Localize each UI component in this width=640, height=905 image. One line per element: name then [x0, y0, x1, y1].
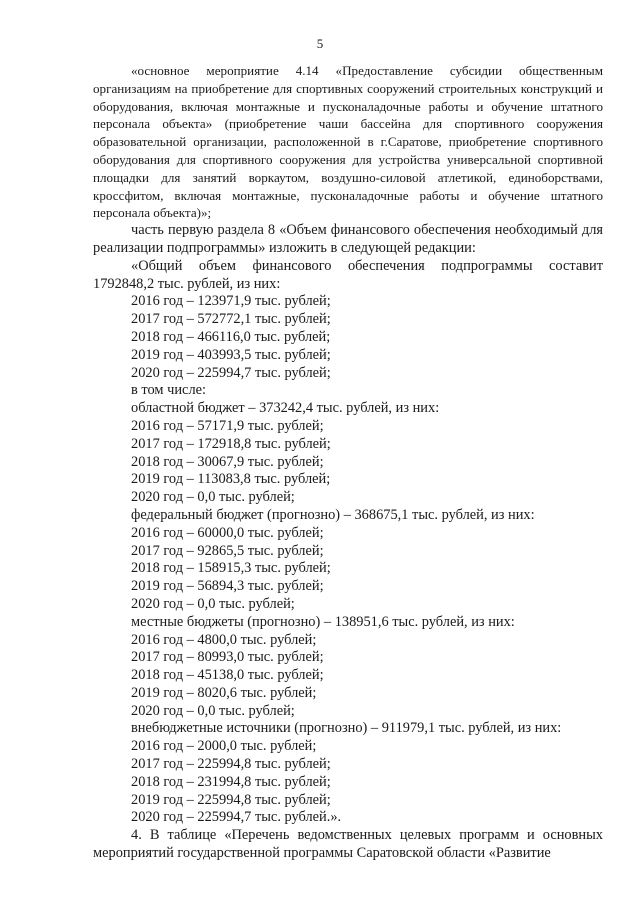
list-item: 2016 год – 57171,9 тыс. рублей;	[131, 417, 324, 434]
extrabudget-header: внебюджетные источники (прогнозно) – 911979,1 тыс. рублей, из них:	[131, 720, 562, 737]
list-item: 2019 год – 8020,6 тыс. рублей;	[131, 684, 317, 701]
list-item: 2019 год – 225994,8 тыс. рублей;	[131, 791, 331, 808]
regional-budget-header: областной бюджет – 373242,4 тыс. рублей, из них:	[131, 400, 440, 417]
including-label: в том числе:	[131, 382, 207, 399]
list-item: 2020 год – 0,0 тыс. рублей;	[131, 489, 295, 506]
list-item: 2019 год – 113083,8 тыс. рублей;	[131, 471, 331, 488]
paragraph-section8: часть первую раздела 8 «Объем финансового обеспечения необходимый для реализации подпрограммы» изложить в следующей редакции:	[93, 222, 603, 256]
list-item: 2019 год – 56894,3 тыс. рублей;	[131, 578, 324, 595]
local-years-list	[93, 632, 603, 721]
list-item: 2018 год – 466116,0 тыс. рублей;	[131, 328, 331, 345]
federal-budget-header: федеральный бюджет (прогнозно) – 368675,1 тыс. рублей, из них:	[131, 506, 535, 523]
list-item: 2019 год – 403993,5 тыс. рублей;	[131, 346, 331, 363]
list-item: 2020 год – 225994,7 тыс. рублей;	[131, 364, 331, 381]
list-item: 2016 год – 123971,9 тыс. рублей;	[131, 293, 331, 310]
list-item: 2018 год – 231994,8 тыс. рублей;	[131, 773, 331, 790]
list-item: 2018 год – 30067,9 тыс. рублей;	[131, 453, 324, 470]
list-item: 2017 год – 225994,8 тыс. рублей;	[131, 756, 331, 773]
local-budget-header: местные бюджеты (прогнозно) – 138951,6 тыс. рублей, из них:	[131, 613, 515, 630]
list-item: 2017 год – 572772,1 тыс. рублей;	[131, 311, 331, 328]
list-item: 2016 год – 4800,0 тыс. рублей;	[131, 631, 317, 648]
list-item: 2020 год – 225994,7 тыс. рублей.».	[131, 809, 342, 826]
paragraph-main-event: «основное мероприятие 4.14 «Предоставление субсидии общественным организациям на приобретение для спортивных сооружений строительных конструкций и оборудования, включая монтажные и пусконаладочные работы и обучение штатного персонала объекта» (приобретение чаши бассейна для спортивного сооружения образовательной организации, расположенной в г.Саратове, приобретение спортивного оборудования для спортивного сооружения для устройства универсальной спортивной площадки для занятий воркаутом, воздушно-силовой атлетикой, единоборствами, кроссфитом, включая монтажные, пусконаладочные работы и обучение штатного персонала объекта)»;	[93, 63, 603, 221]
list-item: 2017 год – 80993,0 тыс. рублей;	[131, 649, 324, 666]
paragraph-item4: 4. В таблице «Перечень ведомственных целевых программ и основных мероприятий государственной программы Саратовской области «Развитие	[93, 827, 603, 862]
list-item: 2017 год – 92865,5 тыс. рублей;	[131, 542, 324, 559]
federal-years-list	[93, 525, 603, 614]
page-number: 5	[316, 36, 324, 51]
list-item: 2018 год – 158915,3 тыс. рублей;	[131, 560, 331, 577]
list-item: 2017 год – 172918,8 тыс. рублей;	[131, 435, 331, 452]
list-item: 2016 год – 60000,0 тыс. рублей;	[131, 524, 324, 541]
regional-years-list	[93, 418, 603, 507]
list-item: 2020 год – 0,0 тыс. рублей;	[131, 595, 295, 612]
extrabudget-years-list	[93, 738, 603, 827]
list-item: 2020 год – 0,0 тыс. рублей;	[131, 702, 295, 719]
list-item: 2016 год – 2000,0 тыс. рублей;	[131, 738, 317, 755]
total-years-list	[93, 293, 603, 382]
document-body	[93, 62, 603, 863]
list-item: 2018 год – 45138,0 тыс. рублей;	[131, 667, 324, 684]
paragraph-total: «Общий объем финансового обеспечения подпрограммы составит 1792848,2 тыс. рублей, из них:	[93, 257, 603, 292]
